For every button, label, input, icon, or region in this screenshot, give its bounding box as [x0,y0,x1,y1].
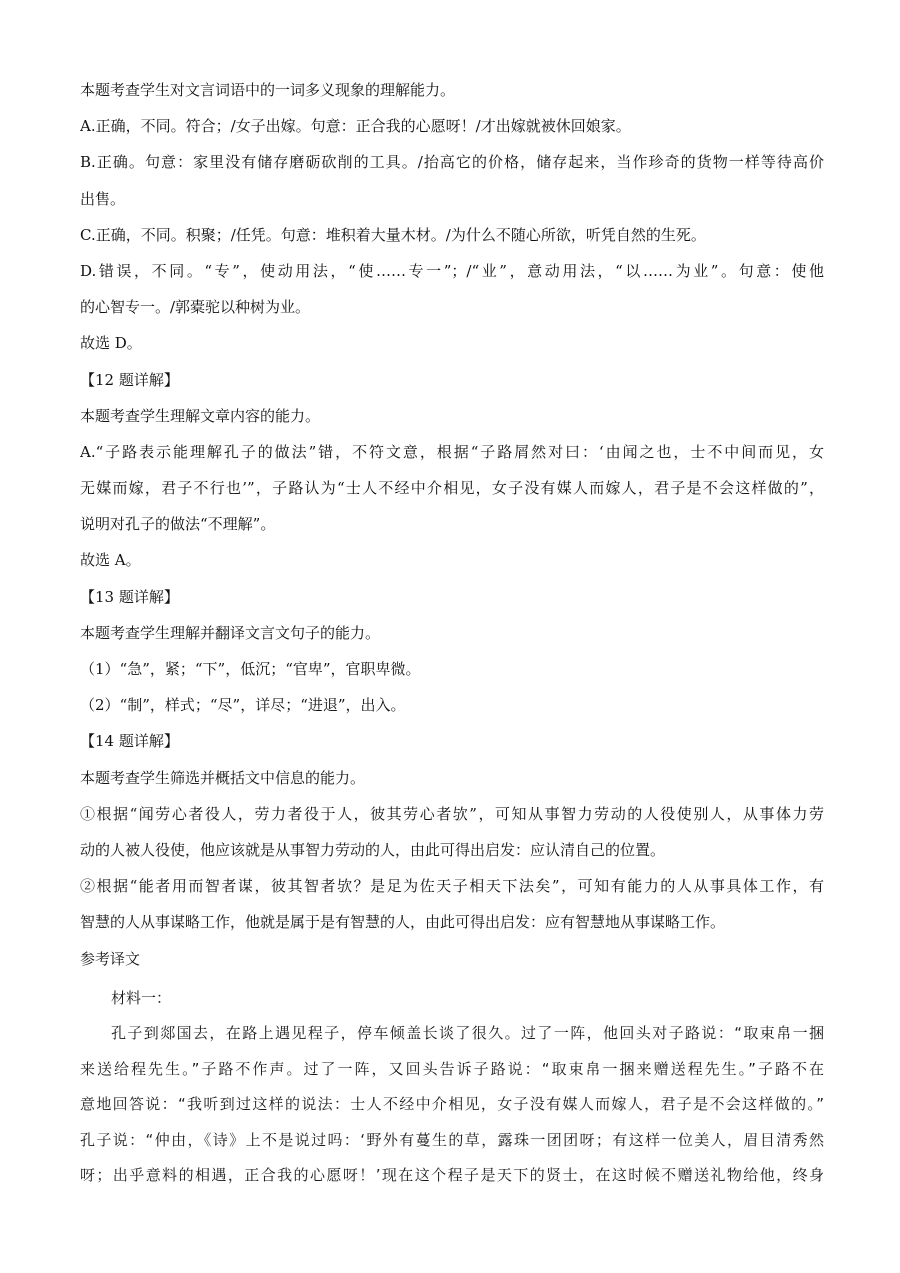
answer-line: 故选 A。 [80,551,141,570]
section-heading: 【14 题详解】 [80,732,179,751]
text-line: 本题考查学生筛选并概括文中信息的能力。 [80,768,366,787]
text-line: 本题考查学生对文言词语中的一词多义现象的理解能力。 [80,81,456,99]
text-line: A.“子路表示能理解孔子的做法”错，不符文意，根据“子路屑然对曰：‘由闻之也，士不中间而见，女 [80,442,824,461]
text-line: 本题考查学生理解并翻译文言文句子的能力。 [80,623,381,642]
text-line: 的心智专一。/郭橐驼以种树为业。 [80,298,311,317]
analysis-section [80,72,824,977]
translation-line: 孔子说：“仲由，《诗》上不是说过吗：‘野外有蔓生的草，露珠一团团呀；有这样一位美人，眉目清秀然 [80,1130,824,1149]
text-line: ②根据“能者用而智者谋，彼其智者欤？是足为佐天子相天下法矣”，可知有能力的人从事具体工作，有 [80,877,824,896]
reference-translation-heading: 参考译文 [80,949,141,968]
text-line: B.正确。句意：家里没有储存磨砺砍削的工具。/抬高它的价格，储存起来，当作珍奇的货物一样等待高价 [80,153,824,172]
translation-line: 呀；出乎意料的相遇，正合我的心愿呀！’现在这个程子是天下的贤士，在这时候不赠送礼物给他，终身 [80,1166,824,1185]
text-line: 无媒而嫁，君子不行也’”，子路认为“士人不经中介相见，女子没有媒人而嫁人，君子是不会这样做的”， [80,479,824,498]
text-line: 本题考查学生理解文章内容的能力。 [80,406,321,425]
translation-line: 孔子到郯国去，在路上遇见程子，停车倾盖长谈了很久。过了一阵，他回头对子路说：“取束帛一捆 [111,1024,824,1043]
text-line: 出售。 [80,189,126,208]
translation-line: 意地回答说：“我听到过这样的说法：士人不经中介相见，女子没有媒人而嫁人，君子是不会这样做的。” [80,1095,824,1114]
text-line: 说明对孔子的做法“不理解”。 [80,515,276,534]
section-heading: 【12 题详解】 [80,370,179,389]
text-line: 智慧的人从事谋略工作，他就是属于是有智慧的人，由此可得出启发：应有智慧地从事谋略工作。 [80,913,726,932]
translation-line: 来送给程先生。”子路不作声。过了一阵，又回头告诉子路说：“取束帛一捆来赠送程先生。”子路不在 [80,1059,824,1078]
text-line: D.错误，不同。“专”，使动用法，“使……专一”；/“业”，意动用法，“以……为业”。句意：使他 [80,261,824,280]
document-page [80,72,824,1194]
translation-section [80,981,824,1194]
text-line: 动的人被人役使，他应该就是从事智力劳动的人，由此可得出启发：应认清自己的位置。 [80,840,666,859]
text-line: （1）“急”，紧；“下”，低沉；“官卑”，官职卑微。 [80,660,421,678]
section-heading: 【13 题详解】 [80,587,179,606]
text-line: C.正确，不同。积聚；/任凭。句意：堆积着大量木材。/为什么不随心所欲，听凭自然的生死。 [80,225,706,244]
answer-line: 故选 D。 [80,334,142,353]
text-line: （2）“制”，样式；“尽”，详尽；“进退”，出入。 [80,696,406,715]
text-line: A.正确，不同。符合；/女子出嫁。句意：正合我的心愿呀！/才出嫁就被休回娘家。 [80,117,631,136]
text-line: ①根据“闻劳心者役人，劳力者役于人，彼其劳心者欤”，可知从事智力劳动的人役使别人，从事体力劳 [80,804,824,823]
translation-line: 材料一： [111,988,172,1007]
